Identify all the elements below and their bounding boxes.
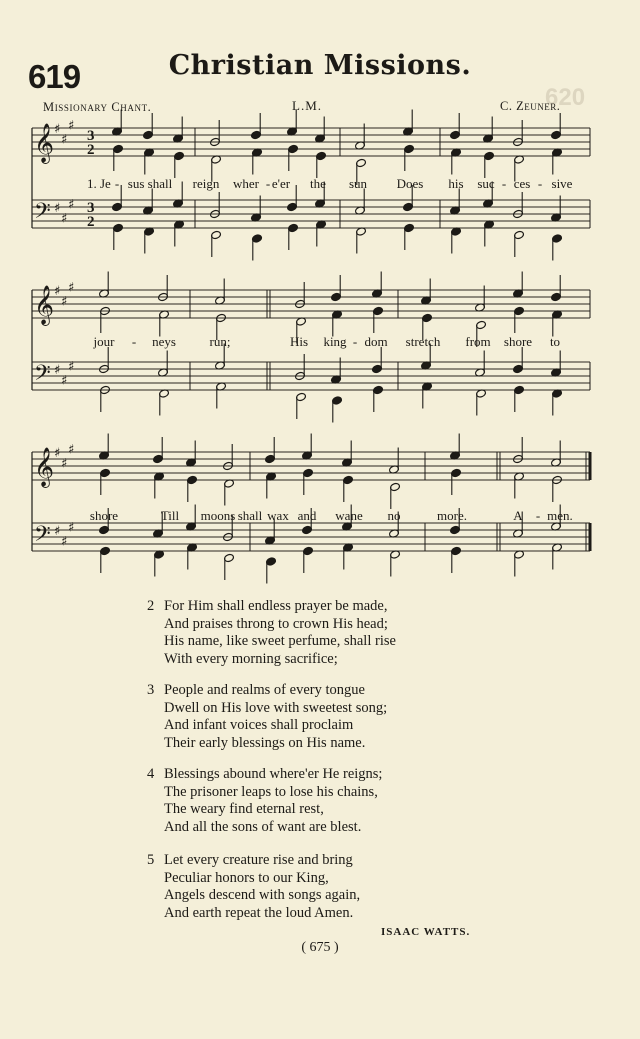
stanza-line: And earth repeat the loud Amen. (164, 904, 354, 921)
section-title: Christian Missions. (168, 50, 472, 81)
lyric-syllable: shore (503, 334, 533, 349)
svg-text:♯: ♯ (61, 373, 68, 389)
svg-text:♯: ♯ (54, 284, 61, 299)
lyric-syllable: 1. Je (87, 176, 111, 191)
lyric-syllable: stretch (405, 334, 441, 349)
svg-text:♯: ♯ (54, 524, 61, 539)
svg-text:♯: ♯ (68, 520, 75, 536)
stanza-line: People and realms of every tongue (164, 682, 365, 698)
lyric-syllable: his (448, 176, 464, 191)
time-signature: 3 (87, 200, 95, 216)
svg-text:♯: ♯ (54, 363, 61, 378)
author: ISAAC WATTS. (381, 926, 471, 938)
lyric-syllable: wax (267, 508, 289, 523)
music-system (32, 110, 590, 261)
lyric-syllable: neys (152, 334, 176, 349)
meter: L.M. (292, 98, 322, 113)
stanza-line: For Him shall endless prayer be made, (164, 598, 388, 614)
lyric-syllable: e'er (271, 176, 291, 191)
lyric-syllable: jour (93, 334, 115, 349)
lyric-syllable: king (323, 334, 347, 349)
lyric-syllable: moons (200, 508, 236, 523)
lyric-syllable: - (114, 176, 120, 191)
tune-name: Missionary Chant. (43, 100, 152, 114)
lyric-syllable: sus shall (127, 176, 173, 191)
lyric-syllable: shore (89, 508, 119, 523)
music-system (32, 434, 590, 584)
stanza-line: And infant voices shall proclaim (164, 717, 354, 733)
lyric-syllable: suc (477, 176, 495, 191)
svg-text:♯: ♯ (61, 294, 68, 310)
lyric-syllable: sive (551, 176, 573, 191)
bass-clef-icon: 𝄢 (34, 361, 51, 391)
lyric-syllable: wher (233, 176, 259, 191)
lyric-syllable: - (352, 334, 358, 349)
lyric-syllable: more. (437, 508, 467, 523)
time-signature: 2 (87, 142, 95, 158)
stanza-line: And praises throng to crown His head; (164, 615, 388, 632)
stanza-line: With every morning sacrifice; (164, 650, 338, 667)
stanza-line: Peculiar honors to our King, (164, 869, 329, 886)
svg-text:♯: ♯ (61, 211, 68, 227)
stanza-line: His name, like sweet perfume, shall rise (164, 633, 396, 649)
svg-text:♯: ♯ (68, 118, 75, 134)
svg-text:♯: ♯ (68, 280, 75, 296)
bass-clef-icon: 𝄢 (34, 199, 51, 229)
lyric-syllable: His (289, 334, 309, 349)
stanza-line: The weary find eternal rest, (164, 801, 324, 817)
svg-text:♯: ♯ (61, 132, 68, 148)
lyric-syllable: shall (237, 508, 263, 523)
composer: C. Zeuner. (500, 99, 561, 113)
stanza-number: 3 (147, 682, 155, 698)
svg-text:♯: ♯ (54, 446, 61, 461)
page-number: ( 675 ) (301, 940, 339, 955)
lyric-syllable: dom (364, 334, 388, 349)
treble-clef-icon: 𝄞 (34, 285, 55, 325)
treble-clef-icon: 𝄞 (34, 447, 55, 487)
bass-clef-icon: 𝄢 (34, 522, 51, 552)
lyric-syllable: and (297, 508, 317, 523)
lyric-syllable: - (537, 176, 543, 191)
lyric-syllable: run; (209, 334, 231, 349)
lyric-syllable: the (310, 176, 326, 191)
lyric-syllable: from (465, 334, 491, 349)
music-system (32, 272, 590, 423)
stanza-line: And all the sons of want are blest. (164, 818, 362, 835)
lyric-syllable: ces (513, 176, 531, 191)
stanza-line: Let every creature rise and bring (164, 852, 353, 868)
bass-staff (32, 359, 590, 390)
stanza-line: Angels descend with songs again, (164, 887, 361, 903)
stanza-number: 2 (147, 598, 155, 614)
lyric-syllable: A (513, 508, 523, 523)
lyric-syllable: Does (396, 176, 424, 191)
time-signature: 3 (87, 128, 95, 144)
stanza-line: Blessings abound where'er He reigns; (164, 766, 383, 782)
stanza-line: Dwell on His love with sweetest song; (164, 699, 388, 716)
lyric-syllable: - (501, 176, 507, 191)
time-signature: 2 (87, 214, 95, 230)
stanza-line: The prisoner leaps to lose his chains, (164, 783, 378, 800)
lyric-syllable: - (535, 508, 541, 523)
lyric-syllable: wane (335, 508, 363, 523)
svg-text:♯: ♯ (68, 197, 75, 213)
svg-text:♯: ♯ (61, 456, 68, 472)
lyric-syllable: to (549, 334, 561, 349)
bleed-through-number: 620 (545, 84, 586, 111)
lyric-syllable: men. (547, 508, 573, 523)
lyric-syllable: no (387, 508, 401, 523)
lyric-syllable: - (265, 176, 271, 191)
svg-text:♯: ♯ (68, 359, 75, 375)
stanza-number: 4 (147, 766, 155, 782)
lyric-syllable: sun (348, 176, 368, 191)
treble-staff (32, 290, 590, 318)
svg-text:♯: ♯ (61, 534, 68, 550)
hymn-number: 619 (28, 58, 81, 95)
svg-text:♯: ♯ (54, 122, 61, 137)
stanza-number: 5 (147, 852, 155, 868)
svg-text:♯: ♯ (54, 201, 61, 216)
lyric-syllable: - (131, 334, 137, 349)
treble-clef-icon: 𝄞 (34, 123, 55, 163)
stanza-line: Their early blessings on His name. (164, 734, 366, 751)
svg-text:♯: ♯ (68, 442, 75, 458)
lyric-syllable: Till (160, 508, 180, 523)
lyric-syllable: reign (192, 176, 220, 191)
